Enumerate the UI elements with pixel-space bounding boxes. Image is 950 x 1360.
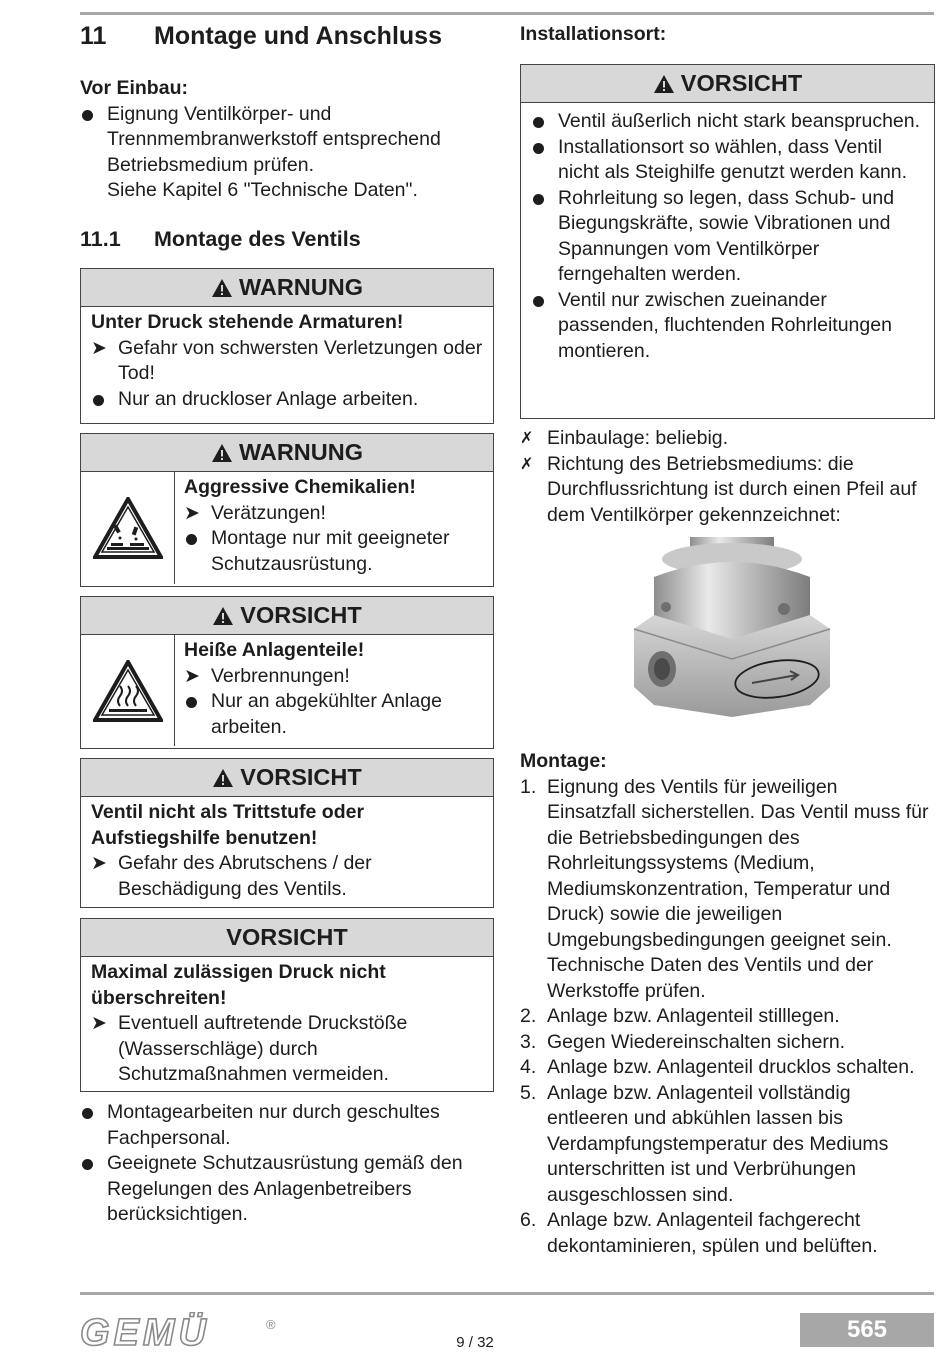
caution-box-header: [81, 597, 493, 635]
hazard-title: Aggressive Chemikalien!: [184, 476, 416, 498]
before-install-list: [80, 102, 495, 204]
chapter-number: 11: [80, 22, 107, 50]
step-item: 4. Anlage bzw. Anlagenteil drucklos schalten.: [520, 1056, 915, 1078]
list-item: Ventil nur zwischen zueinander passenden, fluchtenden Rohrleitungen montieren.: [531, 288, 924, 365]
caution-box-pressure-limit: [80, 918, 494, 1092]
signal-word: WARNUNG: [238, 274, 364, 300]
install-location-label: Installationsort:: [520, 23, 667, 45]
warning-triangle-icon: [211, 278, 233, 298]
bottom-rule: [80, 1292, 934, 1295]
list-item: Montagearbeiten nur durch geschultes Fachpersonal.: [80, 1100, 485, 1151]
measure-item: Montage nur mit geeigneter Schutzausrüstung.: [184, 526, 485, 577]
signal-word: VORSICHT: [240, 764, 362, 790]
before-install-block: [80, 76, 495, 204]
hazard-symbol-cell: [81, 635, 175, 746]
valve-body-photo: [632, 537, 832, 722]
consequence-item: ➤ Gefahr des Abrutschens / der Beschädigung des Ventils.: [91, 851, 483, 902]
warning-triangle-icon: [653, 74, 675, 94]
step-item: 6. Anlage bzw. Anlagenteil fachgerecht dekontaminieren, spülen und belüften.: [520, 1209, 878, 1257]
list-item: Rohrleitung so legen, dass Schub- und Biegungskräfte, sowie Vibrationen und Spannungen vom Ventilkörper ferngehalten werden.: [531, 186, 924, 288]
consequence-item: ➤ Eventuell auftretende Druckstöße (Wasserschläge) durch Schutzmaßnahmen vermeiden.: [91, 1011, 483, 1088]
install-location-list: [531, 109, 924, 364]
hazard-title: Ventil nicht als Trittstufe oder Aufstiegshilfe benutzen!: [91, 801, 365, 849]
step-item: 2. Anlage bzw. Anlagenteil stilllegen.: [520, 1005, 840, 1027]
logo-wordmark: GEMÜ: [80, 1312, 210, 1352]
montage-block: [520, 749, 930, 1259]
step-item: 1. Eignung des Ventils für jeweiligen Einsatzfall sicherstellen. Das Ventil muss für die Betriebsbedingungen des Rohrleitungssystems (Medium, Mediumskonzentration, Temperatur und Druck) sowie die jeweiligen Umgebungsbedingungen geeignet sein. Technische Daten des Ventils und der Werkstoffe prüfen.: [520, 775, 929, 1002]
registered-mark: ®: [266, 1317, 276, 1332]
notes-list: [520, 426, 920, 528]
list-item: Installationsort so wählen, dass Ventil nicht als Steighilfe genutzt werden kann.: [531, 135, 924, 186]
caution-box-install-location: [520, 64, 935, 419]
warning-box-header: [81, 269, 493, 307]
hazard-title: Maximal zulässigen Druck nicht überschreiten!: [91, 961, 386, 1009]
warning-box-pressure: [80, 268, 494, 424]
warning-box-header: [81, 434, 493, 472]
page-number: 9 / 32: [456, 1334, 494, 1351]
top-rule: [80, 12, 934, 15]
warning-box-chemicals: [80, 433, 494, 587]
consequence-item: ➤ Verbrennungen!: [184, 664, 485, 690]
caution-box-hot-parts: [80, 596, 494, 749]
corrosive-hazard-icon: [93, 497, 163, 559]
signal-word: VORSICHT: [226, 924, 348, 950]
gemu-logo: [80, 1312, 285, 1360]
signal-word: VORSICHT: [680, 70, 803, 96]
hazard-title: Unter Druck stehende Armaturen!: [91, 311, 404, 333]
montage-steps: [520, 775, 930, 1260]
step-item: 5. Anlage bzw. Anlagenteil vollständig entleeren und abkühlen lassen bis Verdampfungstemperatur des Mediums unterschritten ist und Verbrühungen ausgeschlossen sind.: [520, 1081, 889, 1206]
caution-box-step: [80, 758, 494, 908]
consequence-item: ➤ Gefahr von schwersten Verletzungen oder Tod!: [91, 336, 483, 387]
general-instructions-list: [80, 1100, 485, 1228]
list-item: Geeignete Schutzausrüstung gemäß den Regelungen des Anlagenbetreibers berücksichtigen.: [80, 1151, 485, 1228]
signal-word: WARNUNG: [238, 439, 364, 465]
signal-word: VORSICHT: [240, 602, 362, 628]
product-number-badge: 565: [800, 1313, 934, 1347]
warning-triangle-icon: [211, 443, 233, 463]
consequence-item: ➤ Verätzungen!: [184, 501, 485, 527]
montage-label: Montage:: [520, 750, 607, 772]
hot-surface-icon: [93, 660, 163, 722]
before-install-label: Vor Einbau:: [80, 77, 188, 99]
caution-box-header: [521, 65, 934, 103]
step-item: 3. Gegen Wiedereinschalten sichern.: [520, 1030, 846, 1053]
section-number: 11.1: [80, 227, 121, 251]
list-item: Eignung Ventilkörper- und Trennmembranwerkstoff entsprechend Betriebsmedium prüfen. Siehe Kapitel 6 "Technische Daten".: [80, 102, 495, 204]
section-heading: [80, 225, 361, 253]
caution-box-header: [81, 759, 493, 797]
measure-item: Nur an abgekühlter Anlage arbeiten.: [184, 689, 485, 740]
warning-triangle-icon: [212, 768, 234, 788]
warning-triangle-icon: [212, 606, 234, 626]
chapter-heading: [80, 20, 442, 52]
list-item: Ventil äußerlich nicht stark beanspruchen.: [531, 109, 924, 135]
measure-item: Nur an druckloser Anlage arbeiten.: [91, 387, 483, 413]
hazard-title: Heiße Anlagenteile!: [184, 639, 365, 661]
list-item: ✗ Einbaulage: beliebig.: [520, 426, 920, 452]
hazard-symbol-cell: [81, 472, 175, 584]
list-item: ✗ Richtung des Betriebsmediums: die Durchflussrichtung ist durch einen Pfeil auf dem Ventilkörper gekennzeichnet:: [520, 452, 920, 529]
chapter-title: Montage und Anschluss: [154, 22, 442, 50]
caution-box-header: [81, 919, 493, 957]
section-title: Montage des Ventils: [154, 227, 361, 251]
